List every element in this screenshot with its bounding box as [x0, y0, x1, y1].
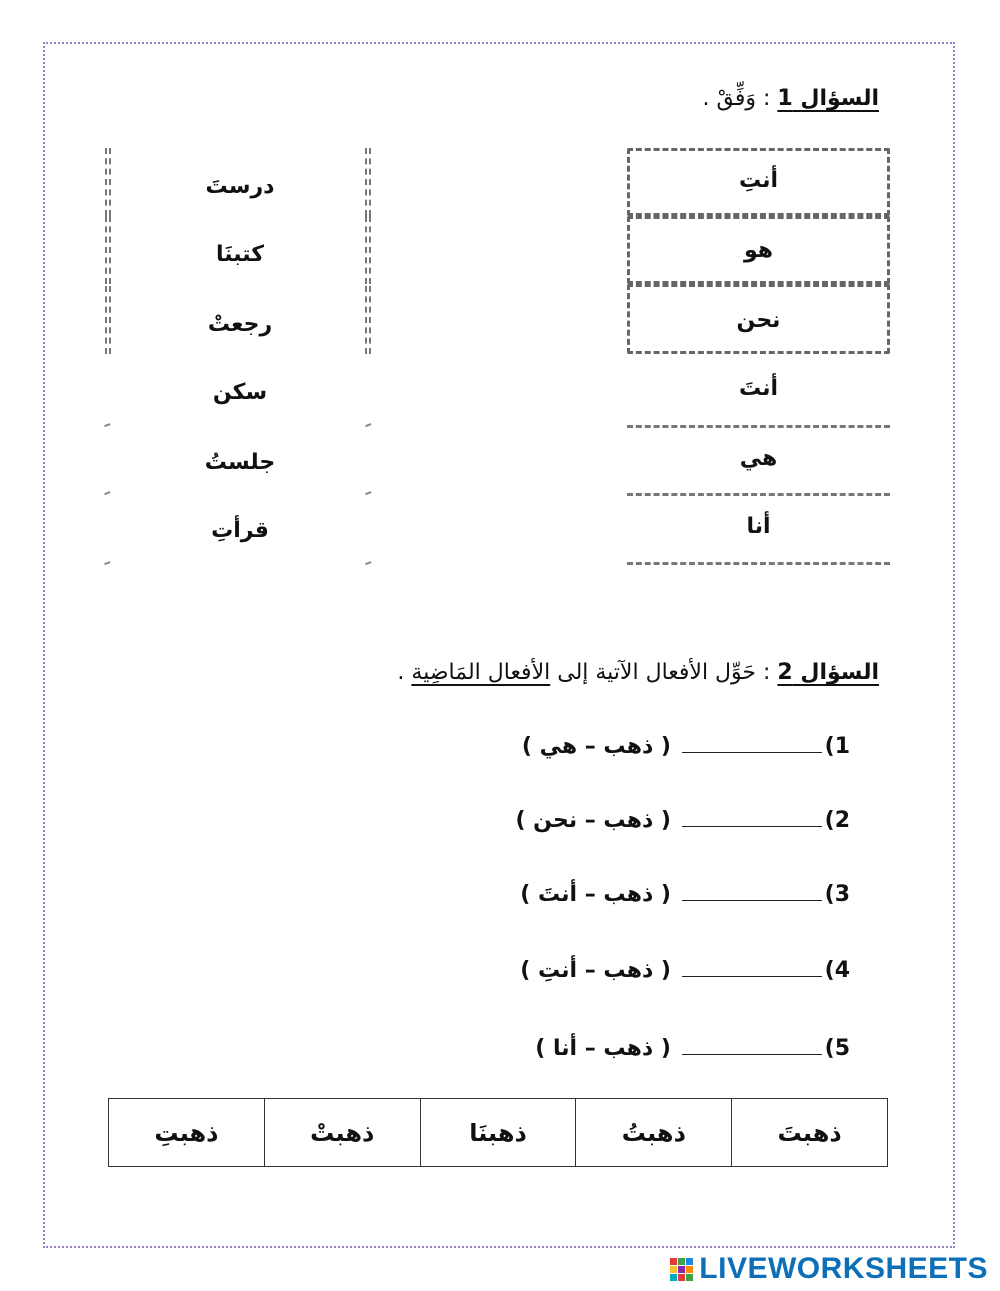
word-bank-option[interactable]: ذهبتُ [576, 1099, 732, 1167]
pronoun-6: أنا [746, 514, 771, 539]
answer-blank-3[interactable] [682, 899, 822, 901]
answer-blank-5[interactable] [682, 1053, 822, 1055]
match-line-right-6[interactable] [627, 562, 890, 565]
pronoun-4: أنتَ [738, 376, 779, 401]
match-bar-left-3a[interactable] [105, 286, 111, 354]
answer-blank-1[interactable] [682, 751, 822, 753]
exercise-item-1 [522, 734, 850, 759]
question-2-heading [397, 660, 879, 685]
exercise-item-2 [515, 808, 850, 833]
match-bar-left-2b[interactable] [365, 216, 371, 284]
verb-1: درستَ [205, 174, 275, 199]
question-1-instruction: : وَفِّقْ . [702, 86, 778, 111]
exercise-item-4 [520, 958, 850, 983]
verb-6: قرأتِ [211, 518, 269, 543]
match-bar-left-1b[interactable] [365, 148, 371, 216]
word-bank-table [108, 1098, 888, 1167]
item-number: 2) [824, 808, 850, 833]
item-number: 5) [824, 1036, 850, 1061]
exercise-item-3 [520, 882, 850, 907]
match-bar-left-1a[interactable] [105, 148, 111, 216]
match-bar-left-2a[interactable] [105, 216, 111, 284]
item-hint: ( ذهب – نحن ) [515, 808, 671, 833]
verb-4: سكن [212, 380, 268, 405]
pronoun-3: نحن [736, 308, 781, 333]
match-line-right-5[interactable] [627, 493, 890, 496]
logo-text: LIVEWORKSHEETS [699, 1252, 988, 1285]
answer-blank-2[interactable] [682, 825, 822, 827]
match-line-right-4[interactable] [627, 425, 890, 428]
match-bar-left-3b[interactable] [365, 286, 371, 354]
question-1-label: السؤال 1 [777, 86, 879, 111]
item-number: 3) [824, 882, 850, 907]
verb-5: جلستُ [204, 450, 276, 475]
question-2-end: . [397, 660, 412, 685]
exercise-item-5 [535, 1036, 850, 1061]
question-2-label: السؤال 2 [777, 660, 879, 685]
item-hint: ( ذهب – أنتَ ) [520, 882, 671, 907]
verb-2: كتبنَا [216, 242, 264, 267]
logo-grid-icon [670, 1258, 693, 1281]
item-hint: ( ذهب – أنا ) [535, 1036, 671, 1061]
answer-blank-4[interactable] [682, 975, 822, 977]
word-bank-option[interactable]: ذهبنَا [420, 1099, 576, 1167]
question-2-keyword: الأفعال المَاضِية [411, 660, 551, 685]
word-bank-option[interactable]: ذهبتْ [264, 1099, 420, 1167]
item-hint: ( ذهب – أنتِ ) [520, 958, 671, 983]
verb-3: رجعتْ [207, 312, 273, 337]
pronoun-5: هي [739, 446, 778, 471]
word-bank-option[interactable]: ذهبتَ [732, 1099, 888, 1167]
item-hint: ( ذهب – هي ) [521, 734, 671, 759]
question-2-instruction: : حَوِّل الأفعال الآتية إلى [550, 660, 778, 685]
word-bank-option[interactable]: ذهبتِ [109, 1099, 265, 1167]
liveworksheets-logo[interactable] [670, 1252, 988, 1286]
pronoun-2: هو [743, 238, 774, 263]
pronoun-1: أنتِ [738, 168, 779, 193]
item-number: 1) [824, 734, 850, 759]
question-1-heading [703, 86, 879, 111]
item-number: 4) [824, 958, 850, 983]
